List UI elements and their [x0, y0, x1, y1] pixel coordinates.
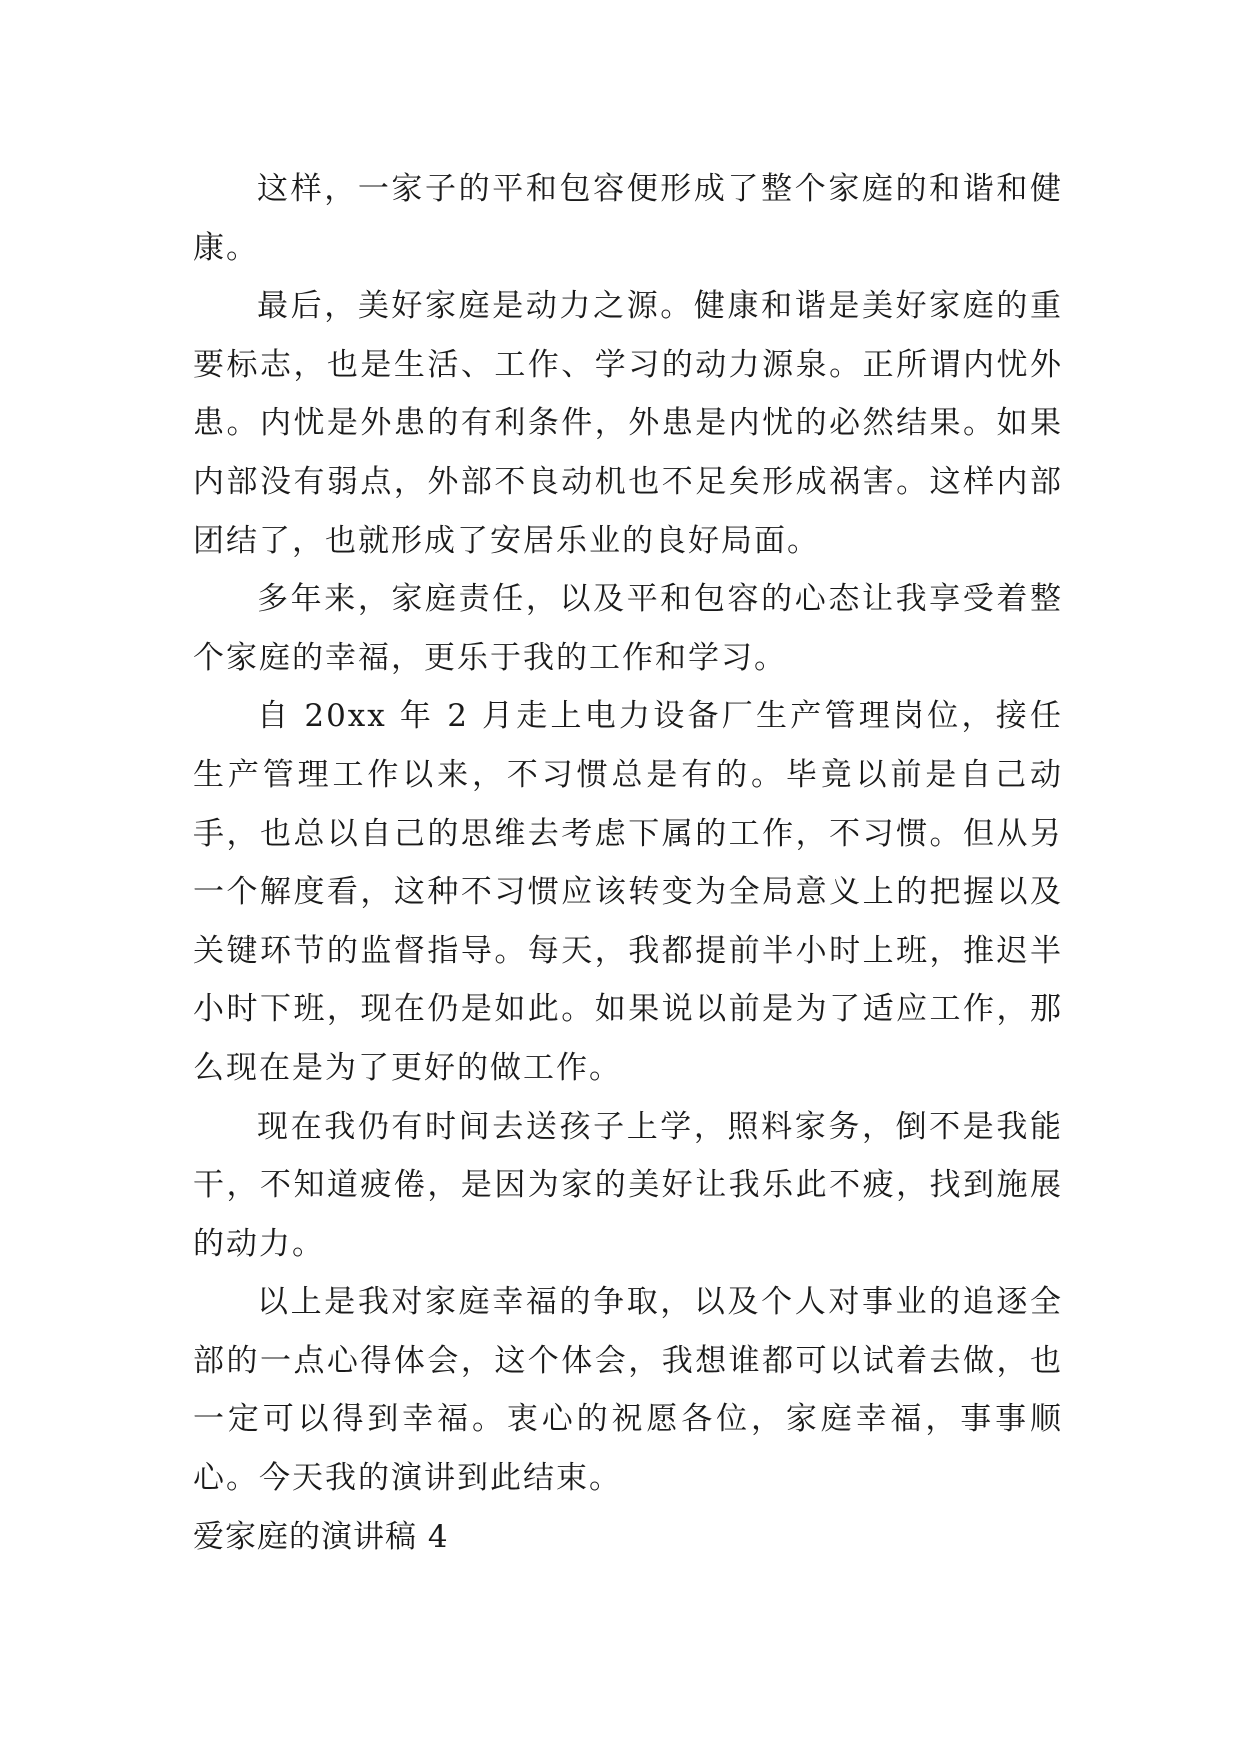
paragraph-1: 这样，一家子的平和包容便形成了整个家庭的和谐和健康。	[193, 171, 1063, 266]
paragraph-6: 以上是我对家庭幸福的争取，以及个人对事业的追逐全部的一点心得体会，这个体会，我想谁都可以试着去做，也一定可以得到幸福。衷心的祝愿各位，家庭幸福，事事顺心。今天我的演讲到此结束。	[193, 1284, 1063, 1497]
paragraph-5: 现在我仍有时间去送孩子上学，照料家务，倒不是我能干，不知道疲倦，是因为家的美好让我乐此不疲，找到施展的动力。	[193, 1108, 1063, 1262]
document-body	[193, 160, 1063, 1566]
section-heading: 爱家庭的演讲稿 4	[193, 1518, 449, 1555]
paragraph-4: 自 20xx 年 2 月走上电力设备厂生产管理岗位，接任生产管理工作以来，不习惯总是有的。毕竟以前是自己动手，也总以自己的思维去考虑下属的工作，不习惯。但从另一个解度看，这种不习惯应该转变为全局意义上的把握以及关键环节的监督指导。每天，我都提前半小时上班，推迟半小时下班，现在仍是如此。如果说以前是为了适应工作，那么现在是为了更好的做工作。	[193, 698, 1063, 1086]
paragraph-2: 最后，美好家庭是动力之源。健康和谐是美好家庭的重要标志，也是生活、工作、学习的动力源泉。正所谓内忧外患。内忧是外患的有利条件，外患是内忧的必然结果。如果内部没有弱点，外部不良动机也不足矣形成祸害。这样内部团结了，也就形成了安居乐业的良好局面。	[193, 288, 1063, 559]
paragraph-3: 多年来，家庭责任，以及平和包容的心态让我享受着整个家庭的幸福，更乐于我的工作和学习。	[193, 581, 1063, 676]
